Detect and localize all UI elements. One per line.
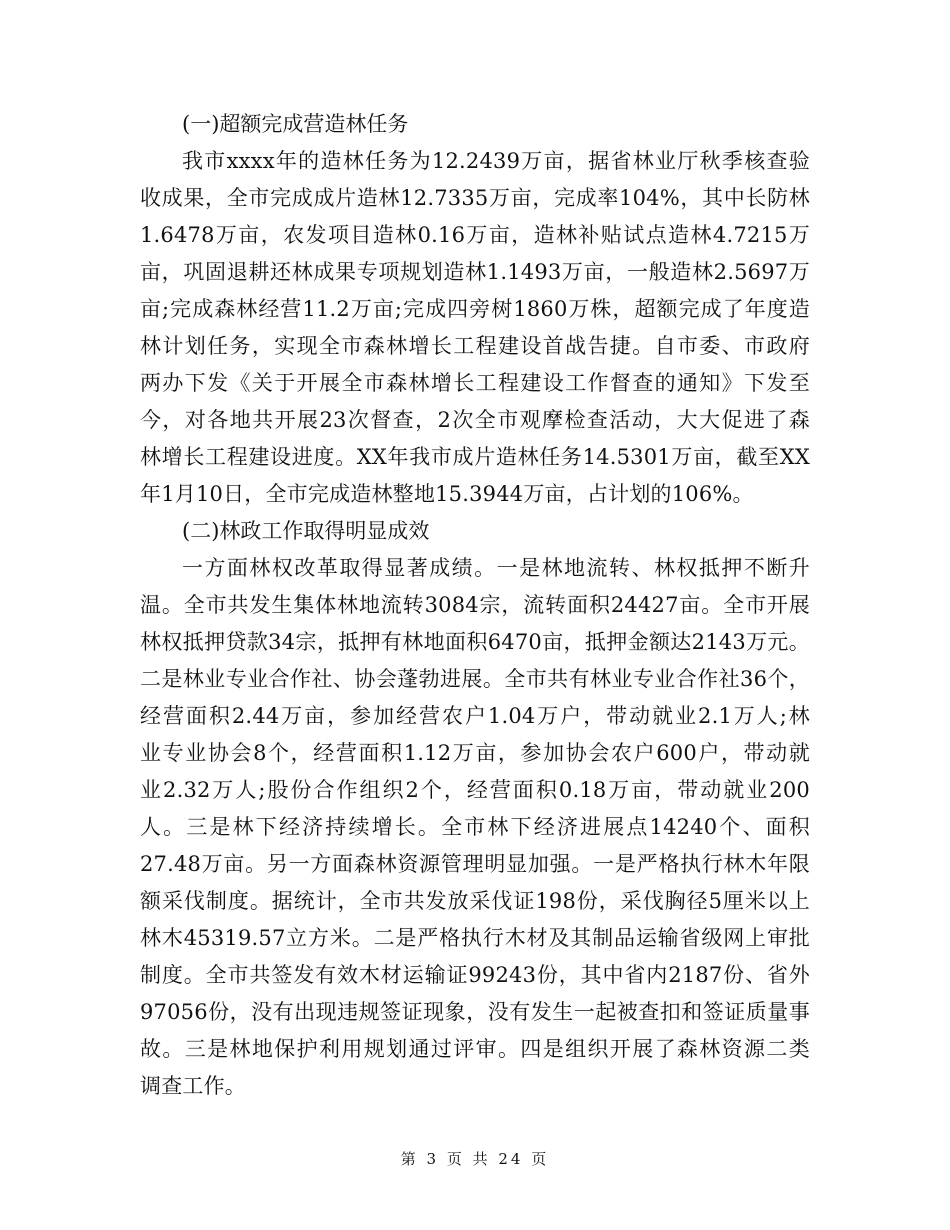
text-line: 温。全市共发生集体林地流转3084宗，流转面积24427亩。全市开展	[140, 593, 810, 617]
text-line: 业2.32万人;股份合作组织2个，经营面积0.18万亩，带动就业200	[140, 778, 810, 802]
text-line: 收成果，全市完成成片造林12.7335万亩，完成率104%，其中长防林	[140, 186, 810, 210]
text-line: 今，对各地共开展23次督查，2次全市观摩检查活动，大大促进了森	[140, 408, 810, 432]
text-line: 调查工作。	[140, 1074, 246, 1098]
paragraph-forestry-administration	[140, 550, 810, 1105]
text-line: 27.48万亩。另一方面森林资源管理明显加强。一是严格执行林木年限	[140, 852, 810, 876]
text-line: 二是林业专业合作社、协会蓬勃进展。全市共有林业专业合作社36个，	[140, 667, 810, 691]
text-line: 林权抵押贷款34宗，抵押有林地面积6470亩，抵押金额达2143万元。	[140, 630, 810, 654]
text-line: 97056份，没有出现违规签证现象，没有发生一起被查扣和签证质量事	[140, 1000, 810, 1024]
document-body	[140, 106, 810, 1105]
text-line: 一方面林权改革取得显著成绩。一是林地流转、林权抵押不断升	[182, 556, 810, 580]
page-number-footer: 第 3 页 共 24 页	[400, 1150, 550, 1168]
text-line: 林计划任务，实现全市森林增长工程建设首战告捷。自市委、市政府	[140, 334, 810, 358]
text-line: 故。三是林地保护利用规划通过评审。四是组织开展了森林资源二类	[140, 1037, 810, 1061]
text-line: 制度。全市共签发有效木材运输证99243份，其中省内2187份、省外	[140, 963, 810, 987]
section-heading-1: (一)超额完成营造林任务	[182, 112, 409, 136]
text-line: 亩，巩固退耕还林成果专项规划造林1.1493万亩，一般造林2.5697万	[140, 260, 810, 284]
text-line: 亩;完成森林经营11.2万亩;完成四旁树1860万株，超额完成了年度造	[140, 297, 810, 321]
text-line: 我市xxxx年的造林任务为12.2439万亩，据省林业厅秋季核查验	[182, 149, 810, 173]
text-line: 业专业协会8个，经营面积1.12万亩，参加协会农户600户，带动就	[140, 741, 810, 765]
paragraph-afforestation	[140, 143, 810, 513]
text-line: 经营面积2.44万亩，参加经营农户1.04万户，带动就业2.1万人;林	[140, 704, 810, 728]
text-line: 年1月10日，全市完成造林整地15.3944万亩，占计划的106%。	[140, 482, 754, 506]
text-line: 1.6478万亩，农发项目造林0.16万亩，造林补贴试点造林4.7215万	[140, 223, 810, 247]
text-line: 林增长工程建设进度。XX年我市成片造林任务14.5301万亩，截至XX	[140, 445, 810, 469]
text-line: 两办下发《关于开展全市森林增长工程建设工作督查的通知》下发至	[140, 371, 810, 395]
text-line: 额采伐制度。据统计，全市共发放采伐证198份，采伐胸径5厘米以上	[140, 889, 810, 913]
text-line: 林木45319.57立方米。二是严格执行木材及其制品运输省级网上审批	[140, 926, 810, 950]
text-line: 人。三是林下经济持续增长。全市林下经济进展点14240个、面积	[140, 815, 810, 839]
section-heading-2: (二)林政工作取得明显成效	[182, 519, 430, 543]
